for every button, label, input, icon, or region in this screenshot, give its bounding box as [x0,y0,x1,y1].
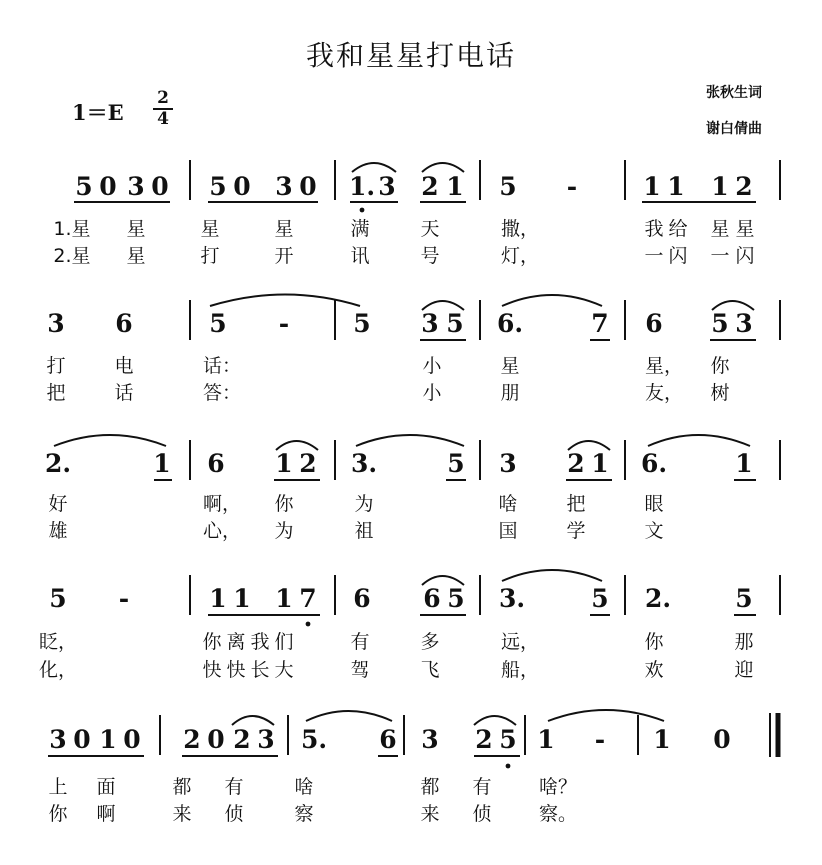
note: 3 [421,725,439,754]
note: 5 [75,172,93,201]
lyric: 面 [96,776,116,798]
low-octave-dot [306,622,311,627]
lyric: 有 [472,776,492,798]
note: 3 [499,449,517,478]
note: 3 [49,725,67,754]
slur [232,716,274,725]
lyric: 上 [48,776,68,798]
note: 1 [667,172,685,201]
lyric: 多 [420,631,440,653]
note: 3 [735,309,753,338]
note: 2 [735,172,753,201]
system-2 [46,295,780,405]
note: 6 [353,584,371,613]
lyric: 迎 [734,659,754,681]
system-3 [45,435,780,542]
note: 5 [209,309,227,338]
lyric: 星， [644,355,684,377]
lyric: 星 [710,218,730,240]
lyric: 好 [48,493,68,515]
lyric: 打 [200,245,220,267]
note: 0 [151,172,169,201]
note: 2 [183,725,201,754]
lyric: 我 [644,218,664,240]
lyric: 我 [250,631,270,653]
note: 1 [653,725,671,754]
note: 3 [275,172,293,201]
time-signature-bottom: 4 [157,109,169,129]
note: 1 [99,725,117,754]
lyric: 快 [202,659,222,681]
lyric: 为 [274,520,294,542]
note: 0 [73,725,91,754]
lyric: 小 [422,382,442,404]
lyric: 有 [350,631,370,653]
lyric: 大 [274,659,294,681]
note: 5 [353,309,371,338]
lyric: 把 [46,382,66,404]
lyric: 你 [48,803,68,825]
note: 5 [447,584,465,613]
lyric: 啥 [498,493,518,515]
lyric: 灯， [500,245,540,267]
note: 1 [209,584,227,613]
note: 3 [378,172,396,201]
time-signature-top: 2 [157,88,169,108]
note: - [118,584,130,613]
note: 3. [350,449,378,478]
note: 0 [299,172,317,201]
slur [502,295,602,306]
note: 7 [299,584,317,613]
note: 1 [275,584,293,613]
lyric: 飞 [420,659,440,681]
note: 3 [47,309,65,338]
note: 5 [499,725,517,754]
note: 2 [567,449,585,478]
lyric: 给 [668,218,688,240]
lyric: 你 [202,631,222,653]
note: 1 [711,172,729,201]
note: 1 [735,449,753,478]
lyric: 啊 [96,803,116,825]
note: 6. [496,309,524,338]
lyric: 都 [172,776,192,798]
note: - [594,725,606,754]
note: 3 [421,309,439,338]
lyric: 打 [46,355,66,377]
lyric: 星 [500,355,520,377]
note: 6 [379,725,397,754]
note: 1 [233,584,251,613]
lyric: 化， [38,659,78,681]
note: 3 [127,172,145,201]
lyric: 侦 [224,803,244,825]
lyric: 眨， [38,631,78,653]
note: 0 [99,172,117,201]
note: 2. [644,584,672,613]
lyric: 都 [420,776,440,798]
lyric: 话： [202,355,242,377]
lyric: 啊， [202,493,242,515]
tie [548,710,664,721]
note: 5 [447,449,465,478]
note: 1 [643,172,661,201]
note: 6 [207,449,225,478]
note: 1 [446,172,464,201]
note: 0 [207,725,225,754]
lyric: 一 [710,245,730,267]
lyric: 1.星 [53,218,91,240]
key-signature: 1＝E [72,100,124,125]
note: 6 [645,309,663,338]
note: 5 [735,584,753,613]
note: - [566,172,578,201]
lyric: 闪 [668,245,688,267]
slur [422,163,464,172]
lyricist-credit: 张秋生词 [706,85,762,101]
lyric: 啥 [294,776,314,798]
lyric: 有 [224,776,244,798]
lyric: 星 [200,218,220,240]
note: 1 [537,725,555,754]
note: 3. [498,584,526,613]
note: 5 [591,584,609,613]
lyric: 那 [734,631,754,653]
lyric: 学 [566,520,586,542]
system-5 [48,710,778,825]
slur [648,435,750,446]
note: 5 [711,309,729,338]
lyric: 开 [274,245,294,267]
note: 2 [233,725,251,754]
note: 6. [640,449,668,478]
lyric: 雄 [48,520,68,542]
lyric: 来 [172,803,192,825]
lyric: 察 [294,803,314,825]
lyric: 话 [114,382,134,404]
note: 7 [591,309,609,338]
lyric: 啥？ [538,776,578,798]
note: 5 [209,172,227,201]
lyric: 文 [644,520,664,542]
lyric: 来 [420,803,440,825]
lyric: 船， [500,659,540,681]
lyric: 为 [354,493,374,515]
note: 5 [49,584,67,613]
lyric: 侦 [472,803,492,825]
lyric: 星 [126,218,146,240]
lyric: 电 [114,355,134,377]
note: - [278,309,290,338]
note: 0 [713,725,731,754]
lyric: 星 [735,218,755,240]
lyric: 你 [274,493,294,515]
lyric: 小 [422,355,442,377]
lyric: 号 [420,245,440,267]
lyric: 树 [710,382,730,404]
note: 2. [44,449,72,478]
lyric: 远， [500,631,540,653]
note: 2 [475,725,493,754]
lyric: 友， [644,382,684,404]
lyric: 心， [202,520,242,542]
note: 6 [115,309,133,338]
lyric: 国 [498,520,518,542]
note: 3 [257,725,275,754]
lyric: 欢 [644,659,664,681]
lyric: 满 [350,218,370,240]
lyric: 朋 [500,382,520,404]
note: 2 [421,172,439,201]
slur [210,295,360,307]
note: 2 [299,449,317,478]
lyric: 察。 [538,803,578,825]
note: 5 [499,172,517,201]
lyric: 眼 [644,493,664,515]
note: 0 [233,172,251,201]
lyric: 你 [710,355,730,377]
lyric: 星 [126,245,146,267]
composer-credit: 谢白倩曲 [706,121,762,137]
system-4 [39,570,780,681]
low-octave-dot [360,208,365,213]
lyric: 长 [250,659,270,681]
note: 6 [423,584,441,613]
note: 5. [300,725,328,754]
note: 1 [591,449,609,478]
slur [356,435,464,446]
slur [352,163,396,172]
lyric: 讯 [350,245,370,267]
slur [306,711,392,721]
lyric: 驾 [350,659,370,681]
lyric: 把 [566,493,586,515]
lyric: 祖 [354,520,374,542]
lyric: 闪 [735,245,755,267]
lyric: 星 [274,218,294,240]
slur [54,435,166,446]
lyric: 天 [420,218,440,240]
note: 0 [123,725,141,754]
note: 5 [446,309,464,338]
note: 1 [275,449,293,478]
lyric: 2.星 [53,245,91,267]
note: 1. [348,172,376,201]
lyric: 撒， [500,218,540,240]
low-octave-dot [506,764,511,769]
system-1 [53,160,780,267]
lyric: 一 [644,245,664,267]
lyric: 离 [226,631,246,653]
lyric: 们 [274,631,294,653]
note: 1 [153,449,171,478]
lyric: 答： [202,382,242,404]
slur [502,570,602,581]
lyric: 你 [644,631,664,653]
slur [474,716,516,725]
lyric: 快 [226,659,246,681]
song-title: 我和星星打电话 [305,39,516,72]
